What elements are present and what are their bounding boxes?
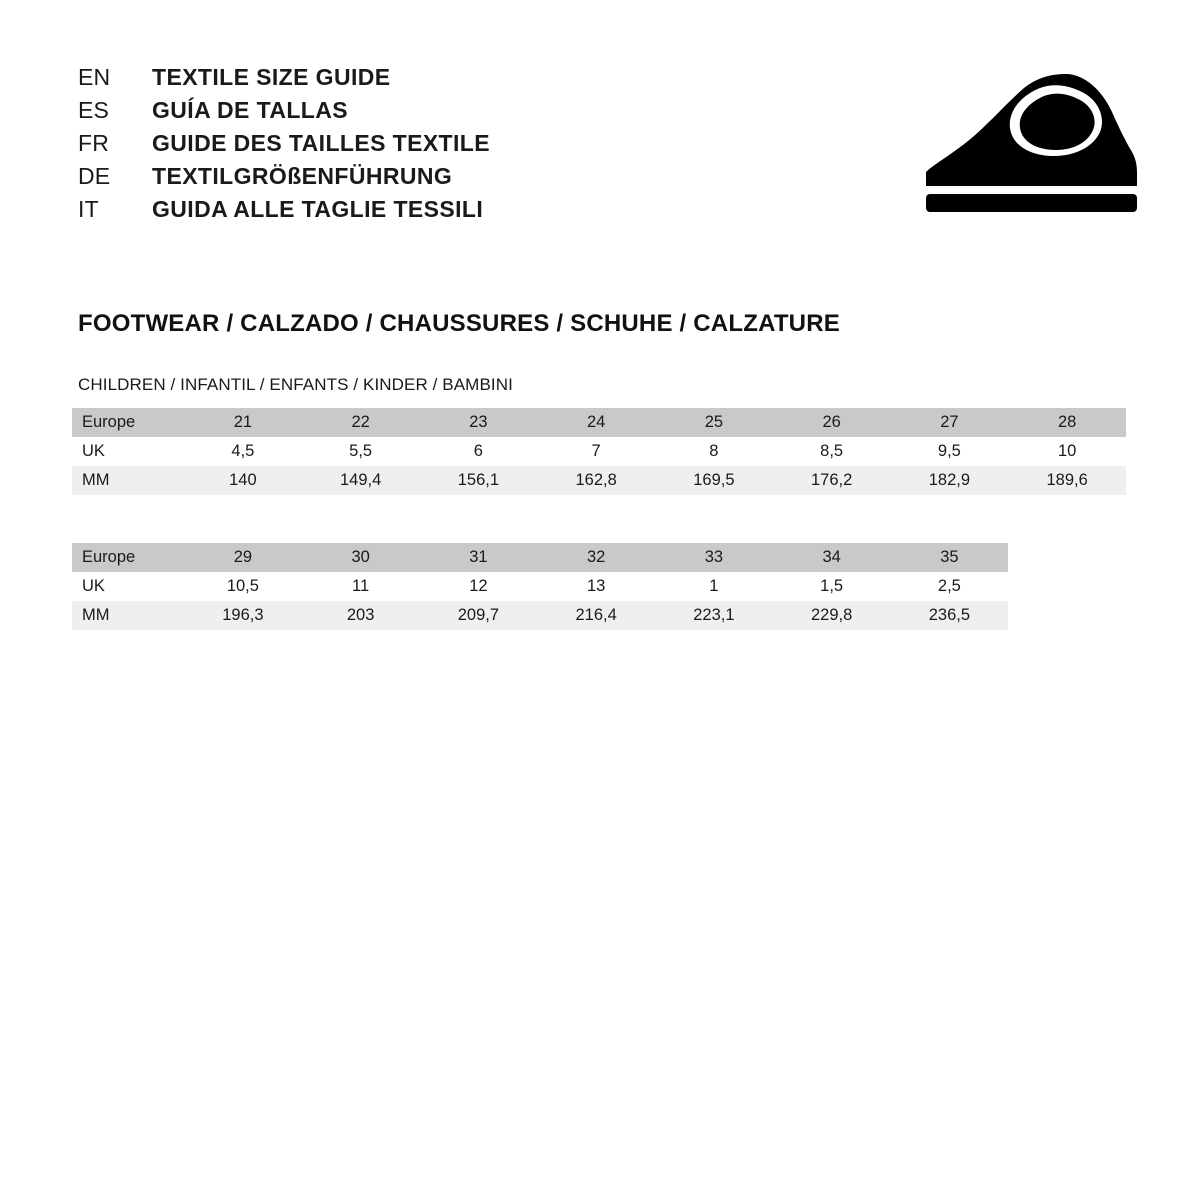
table-cell: 236,5 — [891, 601, 1009, 630]
table-cell: 8 — [655, 437, 773, 466]
table-cell: 35 — [891, 543, 1009, 572]
table-cell: 182,9 — [891, 466, 1009, 495]
table-cell: 26 — [773, 408, 891, 437]
table-cell: 34 — [773, 543, 891, 572]
table-cell: 169,5 — [655, 466, 773, 495]
table-cell: 162,8 — [537, 466, 655, 495]
row-label: MM — [72, 466, 184, 495]
language-code: FR — [78, 130, 110, 156]
language-code: ES — [78, 97, 110, 123]
language-code: IT — [78, 196, 99, 222]
shoe-icon — [916, 68, 1138, 218]
table-cell-empty — [1008, 601, 1126, 630]
table-cell: 21 — [184, 408, 302, 437]
section-title: FOOTWEAR / CALZADO / CHAUSSURES / SCHUHE / CALZATURE — [78, 310, 840, 337]
table-cell: 31 — [420, 543, 538, 572]
table-row — [72, 601, 1126, 630]
table-cell: 7 — [537, 437, 655, 466]
language-code: EN — [78, 64, 111, 90]
table-cell: 1,5 — [773, 572, 891, 601]
language-title: GUIDE DES TAILLES TEXTILE — [152, 130, 490, 156]
table-cell: 2,5 — [891, 572, 1009, 601]
table-cell: 25 — [655, 408, 773, 437]
row-label: Europe — [72, 543, 184, 572]
table-cell: 13 — [537, 572, 655, 601]
language-title: GUIDA ALLE TAGLIE TESSILI — [152, 196, 484, 222]
table-cell: 209,7 — [420, 601, 538, 630]
language-title: TEXTILGRÖßENFÜHRUNG — [152, 163, 453, 189]
table-cell: 27 — [891, 408, 1009, 437]
table-cell: 22 — [302, 408, 420, 437]
table-row — [72, 466, 1126, 495]
row-label: UK — [72, 572, 184, 601]
table-cell: 229,8 — [773, 601, 891, 630]
language-code: DE — [78, 163, 111, 189]
table-cell: 6 — [420, 437, 538, 466]
table-cell: 189,6 — [1008, 466, 1126, 495]
table-cell: 11 — [302, 572, 420, 601]
table-cell: 176,2 — [773, 466, 891, 495]
row-label: MM — [72, 601, 184, 630]
table-row — [72, 572, 1126, 601]
table-cell: 9,5 — [891, 437, 1009, 466]
row-label: Europe — [72, 408, 184, 437]
size-table-children-1 — [72, 408, 1126, 495]
row-label: UK — [72, 437, 184, 466]
table-cell: 10 — [1008, 437, 1126, 466]
table-cell-empty — [1008, 572, 1126, 601]
table-cell: 33 — [655, 543, 773, 572]
table-cell: 12 — [420, 572, 538, 601]
table-cell: 29 — [184, 543, 302, 572]
table-cell: 223,1 — [655, 601, 773, 630]
table-row — [72, 408, 1126, 437]
table-cell: 156,1 — [420, 466, 538, 495]
table-cell: 4,5 — [184, 437, 302, 466]
table-cell: 28 — [1008, 408, 1126, 437]
table-cell-empty — [1008, 543, 1126, 572]
table-cell: 23 — [420, 408, 538, 437]
table-cell: 196,3 — [184, 601, 302, 630]
size-table-children-2 — [72, 543, 1126, 630]
subsection-title: CHILDREN / INFANTIL / ENFANTS / KINDER / BAMBINI — [78, 375, 513, 394]
table-cell: 8,5 — [773, 437, 891, 466]
table-cell: 24 — [537, 408, 655, 437]
table-cell: 30 — [302, 543, 420, 572]
table-cell: 10,5 — [184, 572, 302, 601]
table-cell: 216,4 — [537, 601, 655, 630]
table-row — [72, 543, 1126, 572]
table-row — [72, 437, 1126, 466]
table-cell: 5,5 — [302, 437, 420, 466]
table-cell: 1 — [655, 572, 773, 601]
table-cell: 203 — [302, 601, 420, 630]
language-title: GUÍA DE TALLAS — [152, 97, 348, 123]
language-title: TEXTILE SIZE GUIDE — [152, 64, 391, 90]
table-cell: 149,4 — [302, 466, 420, 495]
table-cell: 140 — [184, 466, 302, 495]
table-cell: 32 — [537, 543, 655, 572]
